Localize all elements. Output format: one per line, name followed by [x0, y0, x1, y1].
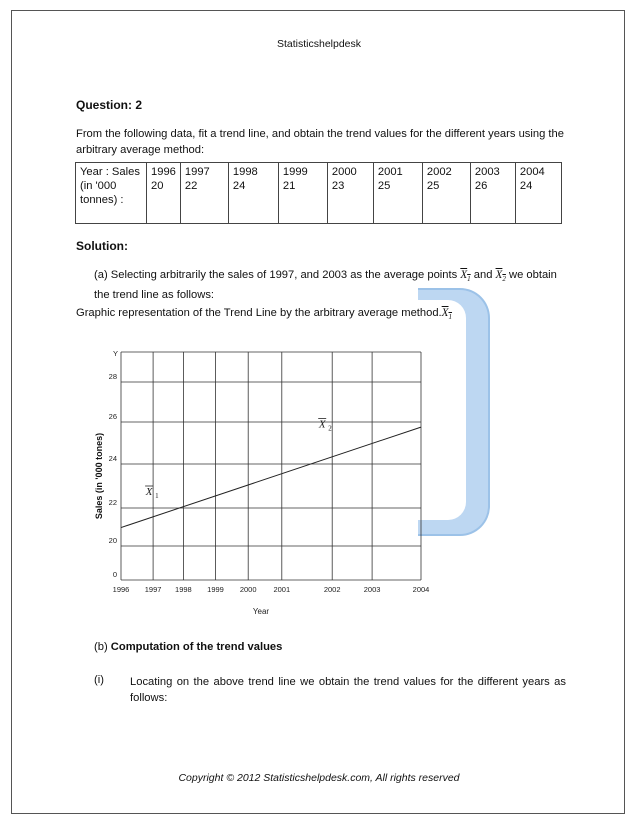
solution-part-b: (b) Computation of the trend values: [94, 641, 283, 653]
table-cell: 1999 21: [278, 163, 327, 224]
x-axis-label: Year: [252, 607, 270, 616]
x-tick-label: 1996: [112, 585, 130, 594]
y-tick-label: 0: [112, 570, 117, 579]
annotation-label: X: [145, 486, 153, 498]
y-tick-label: 22: [108, 498, 117, 507]
y-tick-label: 20: [108, 536, 117, 545]
annotation-subscript: 1: [155, 492, 159, 500]
x-tick-label: 1997: [144, 585, 162, 594]
table-cell: 2002 25: [422, 163, 470, 224]
part-i-text: Locating on the above trend line we obtain the trend values for the different years as follows:: [130, 676, 566, 704]
solution-part-a: (a) Selecting arbitrarily the sales of 1997, and 2003 as the average points $X_1$ and $X_2$ we obtain the trend line as follows:: [94, 269, 557, 302]
x2-symbol: $X_2$: [495, 269, 506, 284]
data-table: [75, 162, 562, 224]
part-i-number: (i): [94, 674, 104, 686]
y-axis-letter: Y: [113, 349, 119, 358]
page-header: Statisticshelpdesk: [276, 38, 362, 50]
x-tick-label: 2001: [273, 585, 291, 594]
solution-title: Solution:: [76, 239, 128, 253]
table-row: [76, 163, 562, 224]
question-title: Question: 2: [76, 98, 143, 112]
table-cell: 1996 20: [147, 163, 181, 224]
x-tick-label: 2000: [239, 585, 257, 594]
x1-symbol: $X_1$: [441, 307, 453, 322]
table-cell: 2004 24: [515, 163, 561, 224]
y-axis-label: Sales (in '000 tones): [94, 432, 104, 520]
table-cell: 2001 25: [373, 163, 422, 224]
y-tick-label: 26: [108, 412, 117, 421]
question-text: From the following data, fit a trend line, and obtain the trend values for the different years using the arbitrary average method:: [76, 128, 564, 156]
row-label-cell: Year : Sales (in '000 tonnes) :: [76, 163, 147, 224]
table-cell: 2000 23: [327, 163, 373, 224]
x-tick-label: 2004: [412, 585, 430, 594]
x-tick-label: 2003: [363, 585, 381, 594]
table-cell: 1997 22: [180, 163, 228, 224]
table-cell: 1998 24: [228, 163, 278, 224]
annotation-subscript: 2: [328, 424, 332, 433]
y-tick-label: 28: [108, 372, 117, 381]
page-footer: Copyright © 2012 Statisticshelpdesk.com, All rights reserved: [178, 772, 460, 784]
trend-line-chart: [86, 340, 436, 620]
x-tick-label: 1998: [175, 585, 192, 594]
y-tick-label: 24: [108, 454, 117, 463]
x-tick-label: 2002: [323, 585, 341, 594]
table-cell: 2003 26: [470, 163, 515, 224]
trend-line: [121, 424, 421, 527]
x-tick-label: 1999: [207, 585, 224, 594]
graph-caption: Graphic representation of the Trend Line by the arbitrary average $method.X_1$: [76, 307, 453, 322]
annotation-label: X: [318, 418, 326, 431]
x1-symbol: $X_1$: [460, 269, 471, 284]
